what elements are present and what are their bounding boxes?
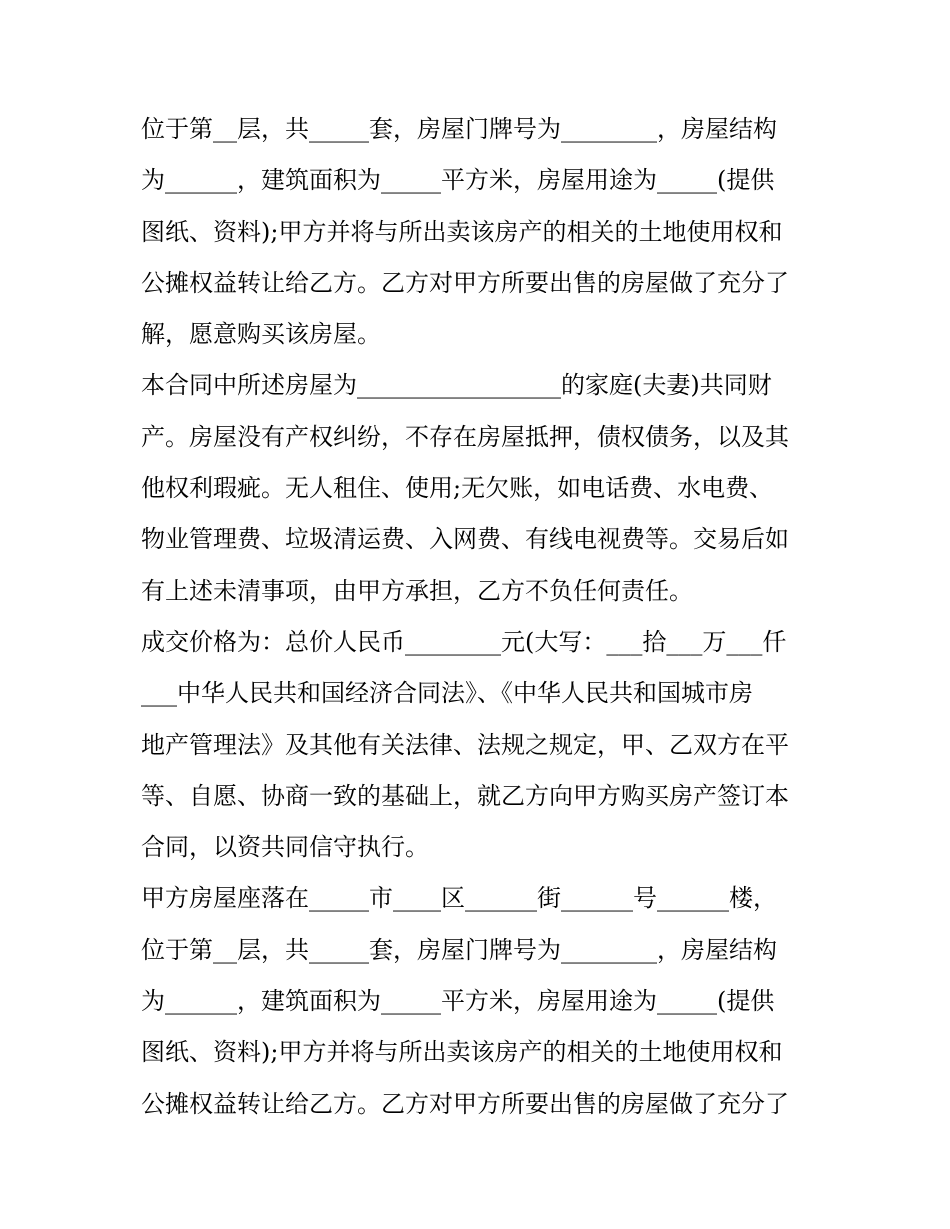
text-line: 公摊权益转让给乙方。乙方对甲方所要出售的房屋做了充分了 bbox=[141, 268, 789, 297]
text-line: 物业管理费、垃圾清运费、入网费、有线电视费等。交易后如 bbox=[141, 525, 789, 554]
contract-text bbox=[141, 104, 821, 1130]
text-line: 为______，建筑面积为_____平方米，房屋用途为_____(提供 bbox=[141, 987, 775, 1016]
text-line: 有上述未清事项，由甲方承担，乙方不负任何责任。 bbox=[141, 576, 693, 605]
text-line: 他权利瑕疵。无人租住、使用;无欠账，如电话费、水电费、 bbox=[141, 474, 774, 503]
text-line: 本合同中所述房屋为_________________的家庭(夫妻)共同财 bbox=[141, 371, 772, 400]
text-line: 解，愿意购买该房屋。 bbox=[141, 320, 381, 349]
text-line: ___中华人民共和国经济合同法》、《中华人民共和国城市房 bbox=[141, 679, 753, 708]
text-line: 甲方房屋座落在_____市____区______街______号______楼， bbox=[141, 884, 777, 913]
text-line: 图纸、资料);甲方并将与所出卖该房产的相关的土地使用权和 bbox=[141, 1038, 783, 1067]
text-line: 位于第__层，共_____套，房屋门牌号为________，房屋结构 bbox=[141, 935, 777, 964]
text-line: 地产管理法》及其他有关法律、法规之规定，甲、乙双方在平 bbox=[141, 730, 789, 759]
text-line: 公摊权益转让给乙方。乙方对甲方所要出售的房屋做了充分了 bbox=[141, 1089, 789, 1118]
text-line: 合同，以资共同信守执行。 bbox=[141, 833, 429, 862]
text-line: 成交价格为：总价人民币________元(大写：___拾___万___仟 bbox=[141, 627, 787, 656]
text-line: 为______，建筑面积为_____平方米，房屋用途为_____(提供 bbox=[141, 166, 775, 195]
text-line: 位于第__层，共_____套，房屋门牌号为________，房屋结构 bbox=[141, 115, 777, 143]
text-line: 等、自愿、协商一致的基础上，就乙方向甲方购买房产签订本 bbox=[141, 781, 789, 810]
text-line: 图纸、资料);甲方并将与所出卖该房产的相关的土地使用权和 bbox=[141, 217, 783, 246]
text-line: 产。房屋没有产权纠纷，不存在房屋抵押，债权债务，以及其 bbox=[141, 422, 789, 451]
